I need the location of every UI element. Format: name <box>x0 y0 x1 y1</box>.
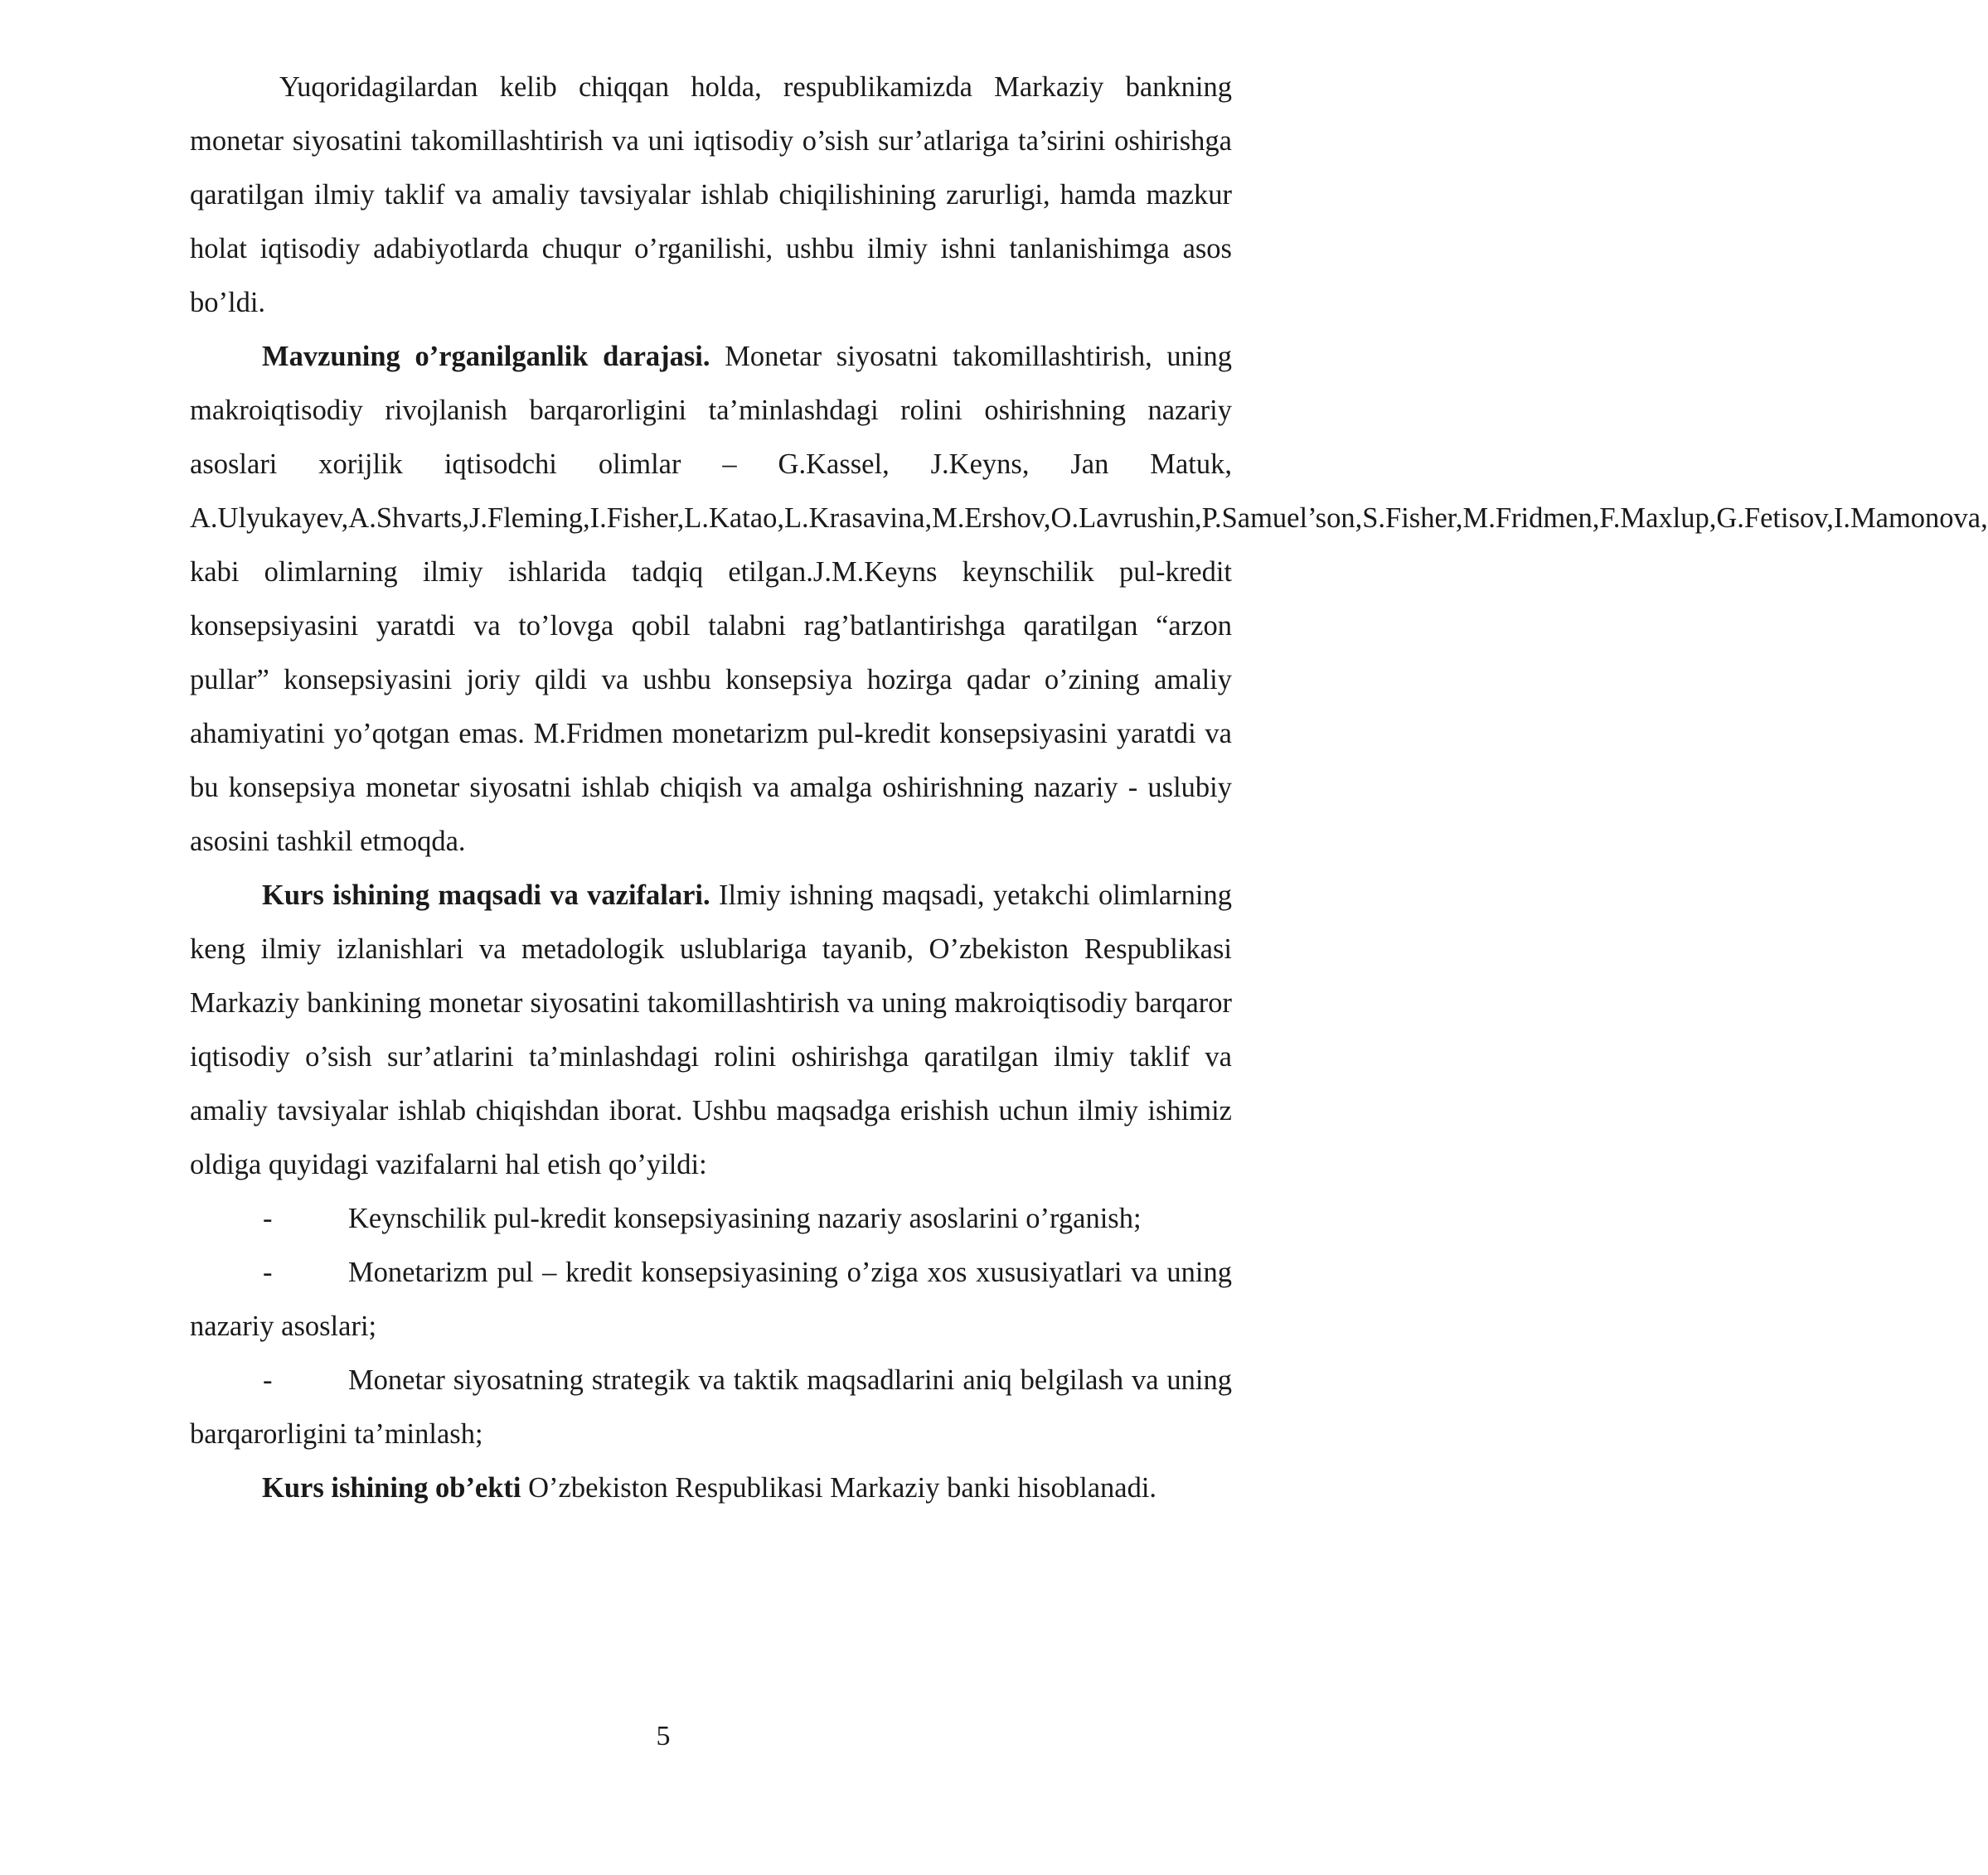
task-text: Monetarizm pul – kredit konsepsiyasining o’ziga xos xususiyatlari va uning nazariy asoslari; <box>190 1257 1232 1342</box>
task-text: Keynschilik pul-kredit konsepsiyasining nazariy asoslarini o’rganish; <box>348 1203 1142 1234</box>
task-item-1 <box>190 1192 1232 1246</box>
task-dash: - <box>263 1257 273 1288</box>
task-text: Monetar siyosatning strategik va taktik maqsadlarini aniq belgilash va uning barqarorligini ta’minlash; <box>190 1364 1232 1450</box>
goal-text: Ilmiy ishning maqsadi, yetakchi olimlarning keng ilmiy izlanishlari va metadologik uslublariga tayanib, O’zbekiston Respublikasi Markaziy bankining monetar siyosatini takomillashtirish va uning makroiqtisodiy barqaror iqtisodiy o’sish sur’atlarini ta’minlashdagi rolini oshirishga qaratilgan ilmiy taklif va amaliy tavsiyalar ishlab chiqishdan iborat. Ushbu maqsadga erishish uchun ilmiy ishimiz oldiga quyidagi vazifalarni hal etish qo’yildi: <box>190 879 1232 1180</box>
degree-text: Monetar siyosatni takomillashtirish, uning makroiqtisodiy rivojlanish barqarorligini ta’minlashdagi rolini oshirishning nazariy asoslari xorijlik iqtisodchi olimlar – G.Kassel, J.Keyns, Jan Matuk, A.Ulyukayev,A.Shvarts,J.Fleming,I.Fisher,L.Katao,L.Krasavina,M.Ershov,O.Lavrushin,P.Samuel’son,S.Fisher,M.Fridmen,F.Maxlup,G.Fetisov,I.Mamonova, kabi olimlarning ilmiy ishlarida tadqiq etilgan.J.M.Keyns keynschilik pul-kredit konsepsiyasini yaratdi va to’lovga qobil talabni rag’batlantirishga qaratilgan “arzon pullar” konsepsiyasini joriy qildi va ushbu konsepsiya hozirga qadar o’zining amaliy ahamiyatini yo’qotgan emas. M.Fridmen monetarizm pul-kredit konsepsiyasini yaratdi va bu konsepsiya monetar siyosatni ishlab chiqish va amalga oshirishning nazariy - uslubiy asosini tashkil etmoqda. <box>190 341 1988 857</box>
task-dash: - <box>263 1203 273 1234</box>
object-text: O’zbekiston Respublikasi Markaziy banki hisoblanadi. <box>521 1472 1157 1504</box>
degree-paragraph <box>190 330 1988 869</box>
object-paragraph <box>190 1461 1232 1515</box>
body-text <box>190 61 1988 1515</box>
degree-heading: Mavzuning o’rganilganlik darajasi. <box>262 341 710 372</box>
object-heading: Kurs ishining ob’ekti <box>262 1472 521 1504</box>
goal-paragraph <box>190 869 1232 1192</box>
page-number: 5 <box>656 1721 671 1751</box>
task-item-3 <box>190 1354 1232 1461</box>
task-item-2 <box>190 1246 1232 1354</box>
intro-paragraph: Yuqoridagilardan kelib chiqqan holda, respublikamizda Markaziy bankning monetar siyosatini takomillashtirish va uni iqtisodiy o’sish sur’atlariga ta’sirini oshirishga qaratilgan ilmiy taklif va amaliy tavsiyalar ishlab chiqilishining zarurligi, hamda mazkur holat iqtisodiy adabiyotlarda chuqur o’rganilishi, ushbu ilmiy ishni tanlanishimga asos bo’ldi. <box>190 71 1232 318</box>
task-dash: - <box>263 1364 273 1396</box>
goal-heading: Kurs ishining maqsadi va vazifalari. <box>262 879 710 911</box>
